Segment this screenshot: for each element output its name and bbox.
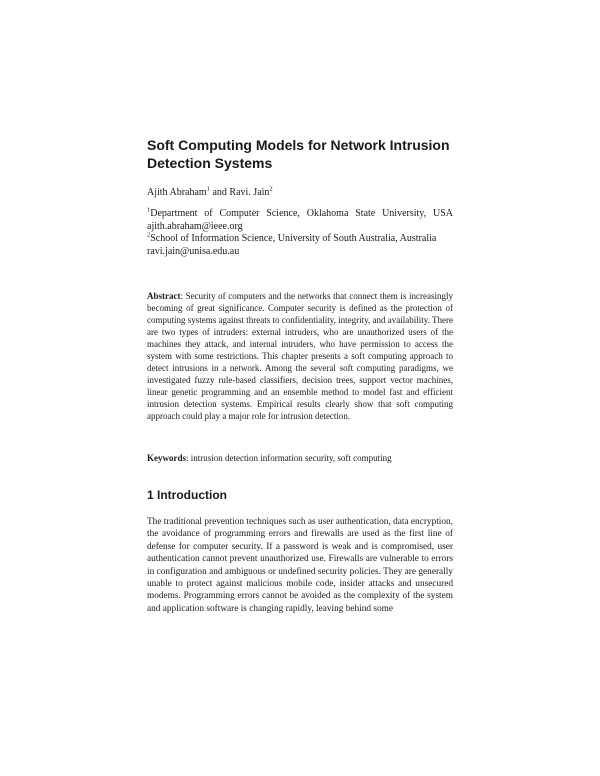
- introduction-paragraph: The traditional prevention techniques such as user authentication, data encryption, the avoidance of programming errors and firewalls are used as the first line of defense for computer security. If a password is weak and is compromised, user authentication cannot prevent unauthorized use. Firewalls are vulnerable to errors in configuration and ambiguous or undefined security policies. They are generally unable to protect against malicious mobile code, insider attacks and unsecured modems. Programming errors cannot be avoided as the complexity of the system and application software is changing rapidly, leaving behind some: [147, 517, 453, 614]
- author-1-affil-mark: 1: [206, 185, 210, 193]
- affiliation-1-dept: Department of Computer Science, Oklahoma State University, USA: [150, 208, 453, 219]
- affiliation-1-mark: 1: [147, 206, 151, 214]
- author-conjunction: and: [209, 187, 230, 198]
- keywords-text: : intrusion detection information security, soft computing: [186, 453, 392, 463]
- affiliation-2-dept: School of Information Science, University of South Australia, Australia: [150, 233, 437, 244]
- paper-title: Soft Computing Models for Network Intrusion Detection Systems: [147, 137, 450, 171]
- affiliation-1-email: ajith.abraham@ieee.org: [147, 220, 243, 232]
- author-2-affil-mark: 2: [269, 185, 273, 193]
- abstract: [147, 290, 453, 422]
- author-line: [147, 186, 273, 199]
- affiliation-2-email: ravi.jain@unisa.edu.au: [147, 245, 240, 257]
- section-heading-introduction: 1 Introduction: [147, 488, 227, 502]
- affiliation-1: [147, 208, 453, 221]
- affiliations: [147, 208, 453, 258]
- author-2: Ravi. Jain: [229, 187, 270, 198]
- abstract-text: : Security of computers and the networks that connect them is increasingly becoming of great significance. Computer security is defined as the protection of computing systems against threats to confidentiality, integrity, and availability. There are two types of intruders: external intruders, who are unauthorized users of the machines they attack, and internal intruders, who have permission to access the system with some restrictions. This chapter presents a soft computing approach to detect intrusions in a network. Among the several soft computing paradigms, we investigated fuzzy rule-based classifiers, decision trees, support vector machines, linear genetic programming and an ensemble method to model fast and efficient intrusion detection systems. Empirical results clearly show that soft computing approach could play a major role for intrusion detection.: [147, 291, 454, 421]
- author-1: Ajith Abraham: [147, 187, 207, 198]
- abstract-label: Abstract: [147, 291, 181, 301]
- keywords: [147, 452, 453, 464]
- affiliation-2-mark: 2: [147, 231, 151, 239]
- affiliation-2: [147, 233, 453, 246]
- keywords-label: Keywords: [147, 453, 186, 463]
